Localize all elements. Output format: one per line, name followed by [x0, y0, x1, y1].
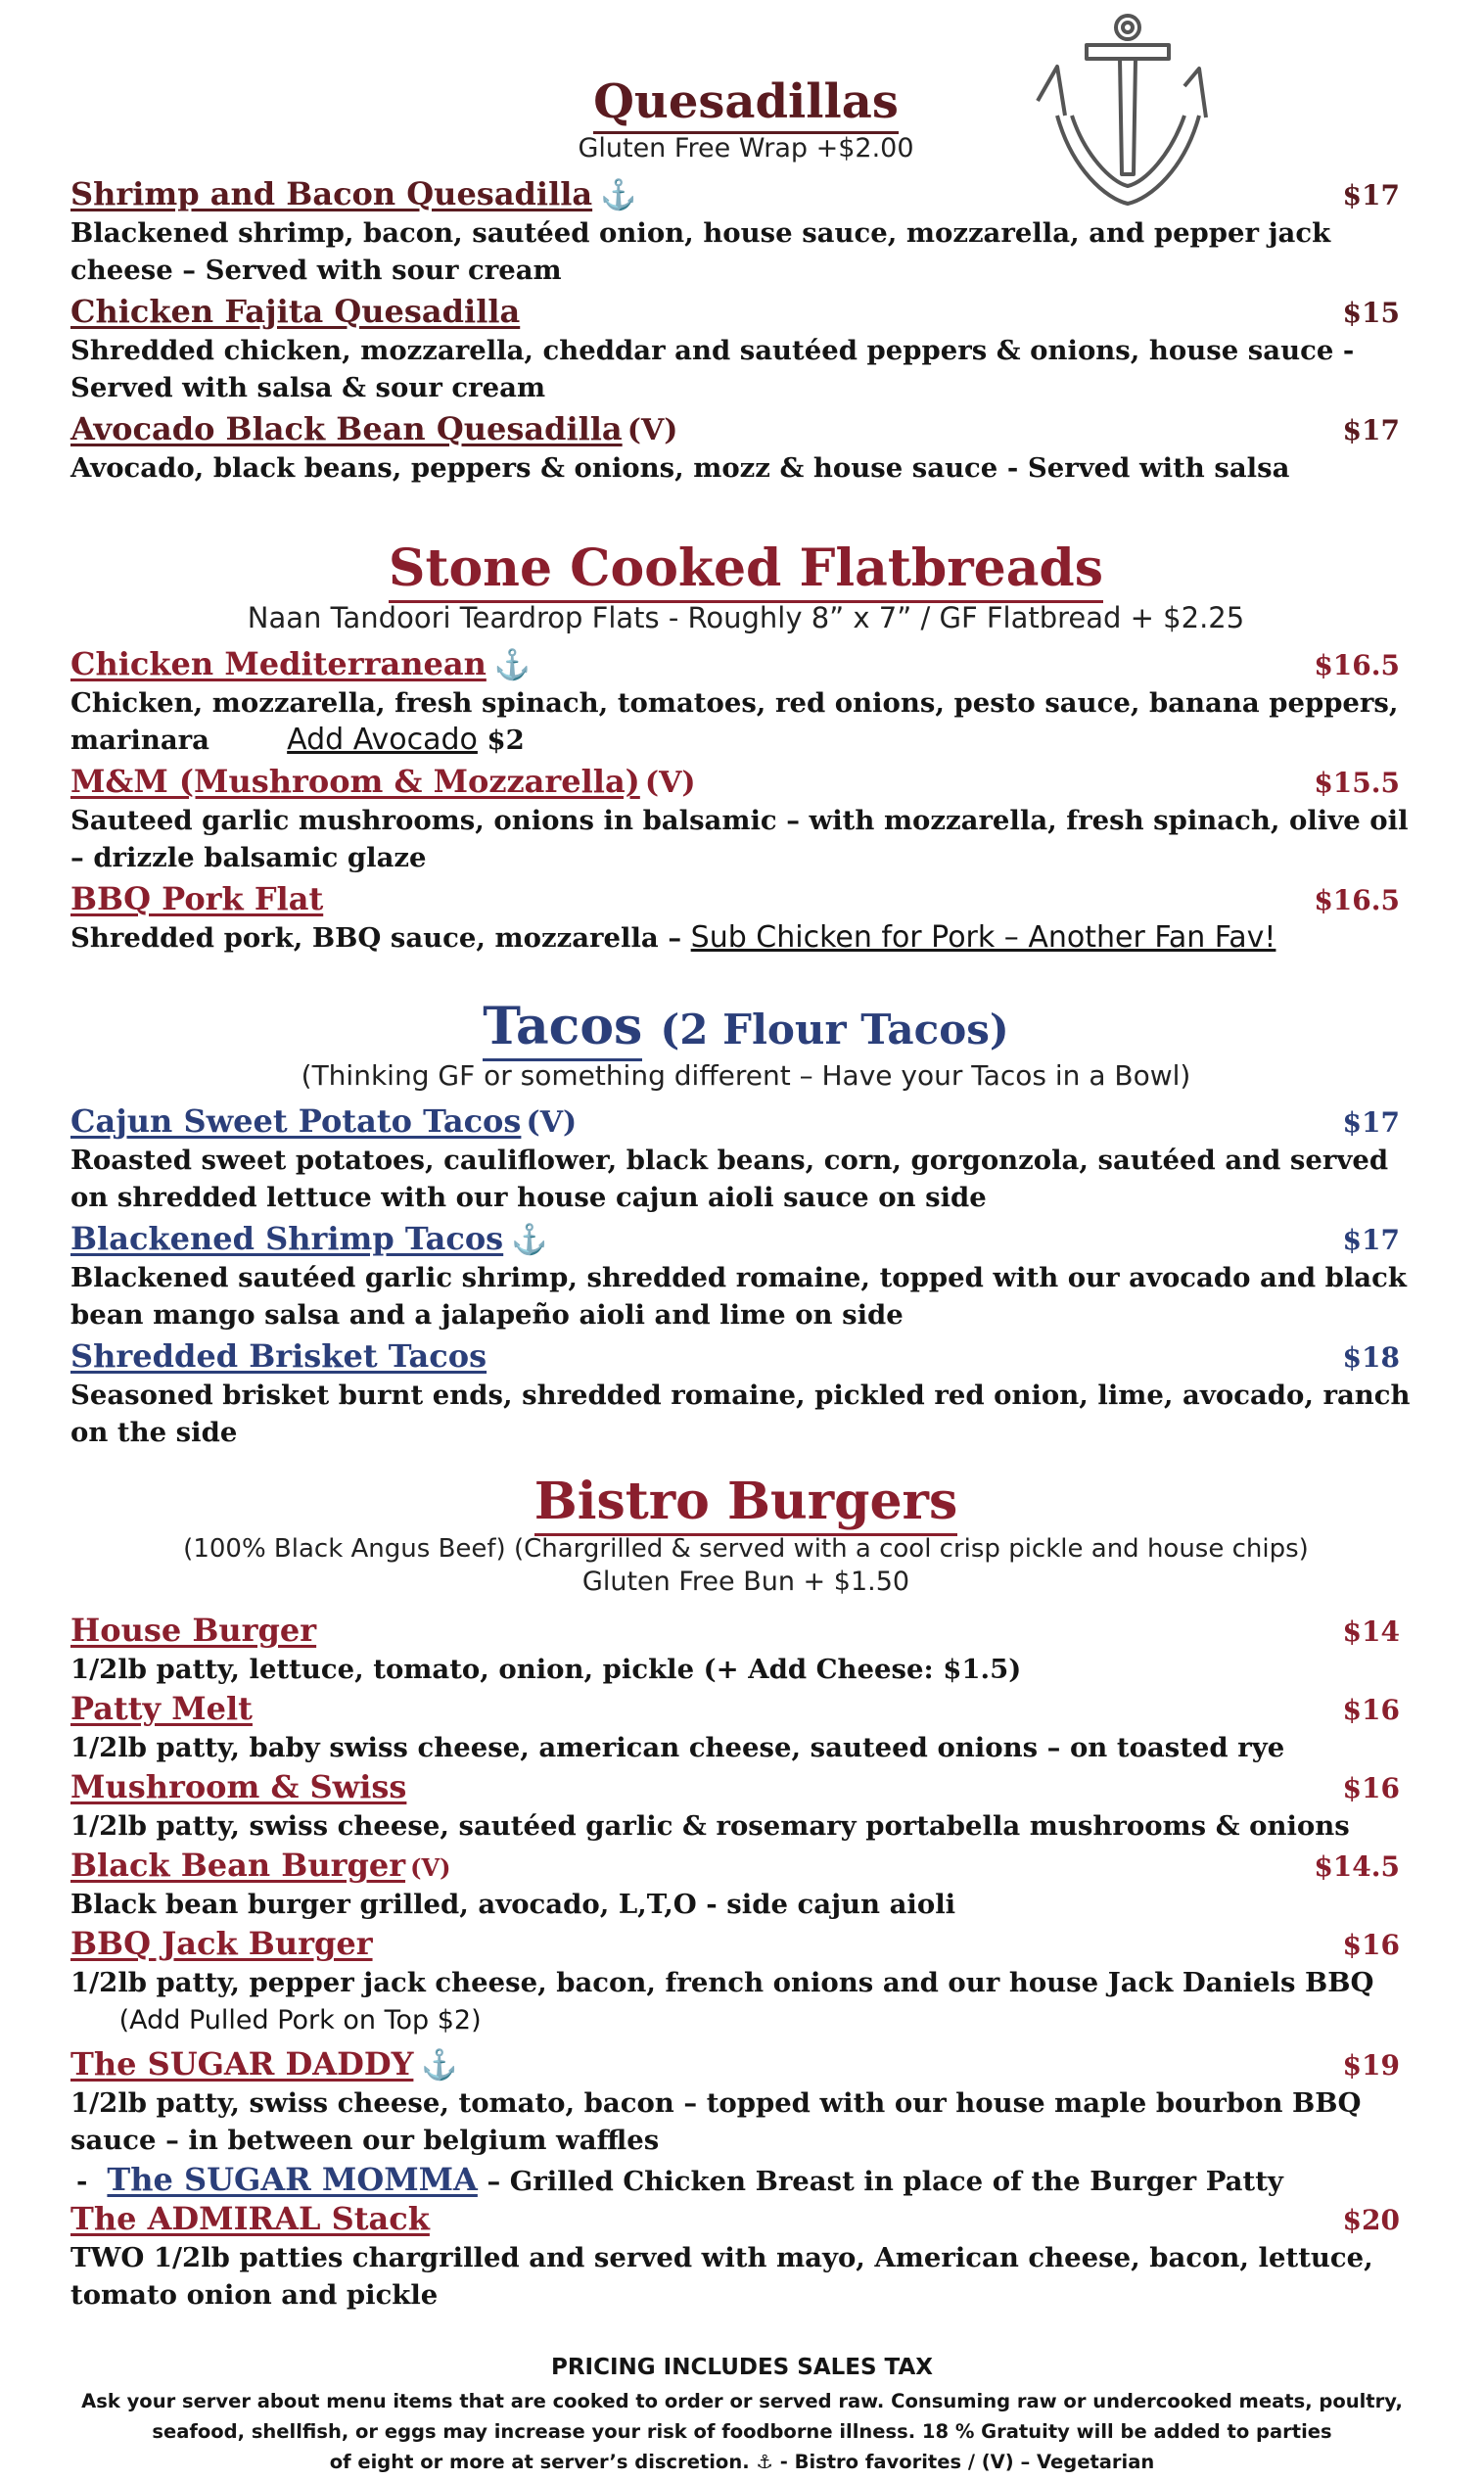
- item-description: Black bean burger grilled, avocado, L,T,O - side cajun aioli: [70, 1889, 956, 1921]
- item-name: House Burger: [70, 1612, 317, 1650]
- item-name: Shredded Brisket Tacos: [70, 1337, 487, 1376]
- section-title: Stone Cooked Flatbreads: [70, 540, 1421, 596]
- item-name: Black Bean Burger: [70, 1847, 406, 1885]
- item-name: The ADMIRAL Stack: [70, 2200, 430, 2238]
- item-name: Cajun Sweet Potato Tacos: [70, 1102, 522, 1141]
- anchor-icon: ⚓: [421, 2048, 458, 2083]
- menu-item: [70, 175, 1421, 289]
- item-description: Shredded chicken, mozzarella, cheddar and sautéed peppers & onions, house sauce - Served with salsa & sour cream: [70, 334, 1355, 403]
- menu-item: [70, 410, 1421, 487]
- section-title: Quesadillas: [70, 76, 1421, 128]
- vegetarian-tag: (V): [626, 412, 678, 447]
- item-price: $20: [1342, 2204, 1400, 2237]
- item-price: $15.5: [1314, 767, 1400, 800]
- item-name: Chicken Mediterranean: [70, 645, 487, 683]
- item-price: $18: [1342, 1341, 1400, 1375]
- item-description: Chicken, mozzarella, fresh spinach, tomatoes, red onions, pesto sauce, banana peppers, marinara Add Avocado $2: [70, 687, 1399, 758]
- section-subtitle: Gluten Free Wrap +$2.00: [578, 132, 914, 164]
- item-price: $19: [1342, 2049, 1400, 2082]
- vegetarian-tag: (V): [644, 766, 696, 801]
- anchor-icon: ⚓: [511, 1223, 548, 1258]
- menu-item: [70, 1690, 1421, 1766]
- item-price: $16.5: [1314, 649, 1400, 682]
- item-description: Blackened shrimp, bacon, sautéed onion, house sauce, mozzarella, and pepper jack cheese – Served with sour cream: [70, 216, 1331, 286]
- footer-title: PRICING INCLUDES SALES TAX: [550, 2355, 933, 2380]
- item-description: 1/2lb patty, pepper jack cheese, bacon, french onions and our house Jack Daniels BBQ (Add Pulled Pork on Top $2): [70, 1967, 1374, 2036]
- footer-disclaimer: [59, 2355, 1425, 2477]
- menu-item: [70, 1337, 1421, 1451]
- section-burgers: [70, 1474, 1421, 2314]
- item-price: $16: [1342, 1929, 1400, 1962]
- item-description: 1/2lb patty, swiss cheese, sautéed garlic & rosemary portabella mushrooms & onions: [70, 1810, 1350, 1843]
- item-price: $16: [1342, 1694, 1400, 1727]
- item-name: Blackened Shrimp Tacos: [70, 1220, 504, 1258]
- menu-item: [70, 2045, 1421, 2159]
- menu-item: [70, 2200, 1421, 2314]
- item-note: Sub Chicken for Pork – Another Fan Fav!: [690, 920, 1276, 956]
- section-flatbreads: [70, 540, 1421, 957]
- item-description: 1/2lb patty, lettuce, tomato, onion, pickle (+ Add Cheese: $1.5): [70, 1654, 1022, 1686]
- menu-item: [70, 1847, 1421, 1923]
- item-name: Shrimp and Bacon Quesadilla: [70, 174, 593, 212]
- menu-item: [70, 293, 1421, 406]
- menu-item: [70, 1612, 1421, 1688]
- item-description: TWO 1/2lb patties chargrilled and served with mayo, American cheese, bacon, lettuce, tomato onion and pickle: [70, 2242, 1373, 2312]
- vegetarian-tag: (V): [410, 1853, 451, 1883]
- section-quesadillas: [70, 76, 1421, 487]
- anchor-icon: ⚓: [600, 177, 637, 212]
- item-description: – Grilled Chicken Breast in place of the Burger Patty: [487, 2166, 1283, 2198]
- item-price: $14: [1342, 1615, 1400, 1649]
- dash: -: [76, 2166, 88, 2198]
- item-description: 1/2lb patty, baby swiss cheese, american cheese, sauteed onions – on toasted rye: [70, 1732, 1285, 1764]
- section-subtitle: Naan Tandoori Teardrop Flats - Roughly 8” x 7” / GF Flatbread + $2.25: [247, 601, 1245, 635]
- anchor-icon: ⚓: [493, 648, 532, 683]
- menu-item: [70, 763, 1421, 876]
- anchor-icon: ⚓: [756, 2451, 773, 2473]
- item-description: Seasoned brisket burnt ends, shredded romaine, pickled red onion, lime, avocado, ranch on the side: [70, 1380, 1411, 1449]
- item-price: $14.5: [1314, 1850, 1400, 1884]
- item-price: $17: [1342, 1106, 1400, 1140]
- footer-line-2: seafood, shellfish, or eggs may increase your risk of foodborne illness. 18 % Gratuity will be added to parties: [152, 2420, 1332, 2443]
- item-price: $17: [1342, 413, 1400, 446]
- section-title-extra: (2 Flour Tacos): [660, 1006, 1009, 1053]
- item-name: Mushroom & Swiss: [70, 1768, 407, 1806]
- item-price: $16.5: [1314, 884, 1400, 917]
- item-price: $15: [1342, 296, 1400, 329]
- item-name: The SUGAR MOMMA: [107, 2161, 478, 2199]
- addon-label: Add Avocado: [287, 723, 478, 758]
- addon-price: $2: [487, 725, 525, 757]
- vegetarian-tag: (V): [526, 1105, 578, 1141]
- section-subtitle-2: Gluten Free Bun + $1.50: [581, 1566, 910, 1597]
- menu-item: [70, 1102, 1421, 1216]
- item-description: Blackened sautéed garlic shrimp, shredded romaine, topped with our avocado and black bean mango salsa and a jalapeño aioli and lime on side: [70, 1262, 1407, 1332]
- item-description: Roasted sweet potatoes, cauliflower, black beans, corn, gorgonzola, sautéed and served on shredded lettuce with our house cajun aioli sauce on side: [70, 1145, 1389, 1214]
- menu-item: [70, 645, 1421, 759]
- item-price: $17: [1342, 1224, 1400, 1257]
- menu-item: [70, 1925, 1421, 2039]
- item-name: BBQ Jack Burger: [70, 1925, 373, 1963]
- item-name: BBQ Pork Flat: [70, 880, 324, 918]
- item-price: $16: [1342, 1772, 1400, 1805]
- section-subtitle: (Thinking GF or something different – Have your Tacos in a Bowl): [301, 1059, 1191, 1093]
- item-note: (Add Pulled Pork on Top $2): [118, 2005, 482, 2036]
- item-description: Shredded pork, BBQ sauce, mozzarella – Sub Chicken for Pork – Another Fan Fav!: [70, 920, 1276, 956]
- menu-item: [70, 1220, 1421, 1334]
- footer-line-3: of eight or more at server’s discretion. ⚓ - Bistro favorites / (V) – Vegetarian: [329, 2451, 1155, 2473]
- item-name: Patty Melt: [70, 1690, 253, 1728]
- section-title: Bistro Burgers: [70, 1474, 1421, 1529]
- section-tacos: [70, 999, 1421, 1451]
- item-description: Sauteed garlic mushrooms, onions in balsamic – with mozzarella, fresh spinach, olive oil – drizzle balsamic glaze: [70, 805, 1409, 874]
- footer-line-1: Ask your server about menu items that are cooked to order or served raw. Consuming raw or undercooked meats, poultry,: [81, 2390, 1403, 2412]
- sugar-momma-variant: [70, 2161, 1421, 2200]
- footer-legend: - Bistro favorites / (V) – Vegetarian: [779, 2451, 1155, 2473]
- section-title: Tacos (2 Flour Tacos): [70, 999, 1421, 1054]
- item-description: Avocado, black beans, peppers & onions, mozz & house sauce - Served with salsa: [70, 451, 1290, 484]
- section-subtitle: (100% Black Angus Beef) (Chargrilled & served with a cool crisp pickle and house chips): [183, 1534, 1309, 1565]
- item-name: The SUGAR DADDY: [70, 2045, 414, 2083]
- item-name: Chicken Fajita Quesadilla: [70, 292, 521, 330]
- item-name: M&M (Mushroom & Mozzarella): [70, 763, 640, 801]
- item-price: $17: [1342, 178, 1400, 211]
- item-description: 1/2lb patty, swiss cheese, tomato, bacon – topped with our house maple bourbon BBQ sauce – in between our belgium waffles: [70, 2087, 1362, 2157]
- menu-item: [70, 1768, 1421, 1845]
- menu-item: [70, 880, 1421, 957]
- item-name: Avocado Black Bean Quesadilla: [70, 409, 623, 447]
